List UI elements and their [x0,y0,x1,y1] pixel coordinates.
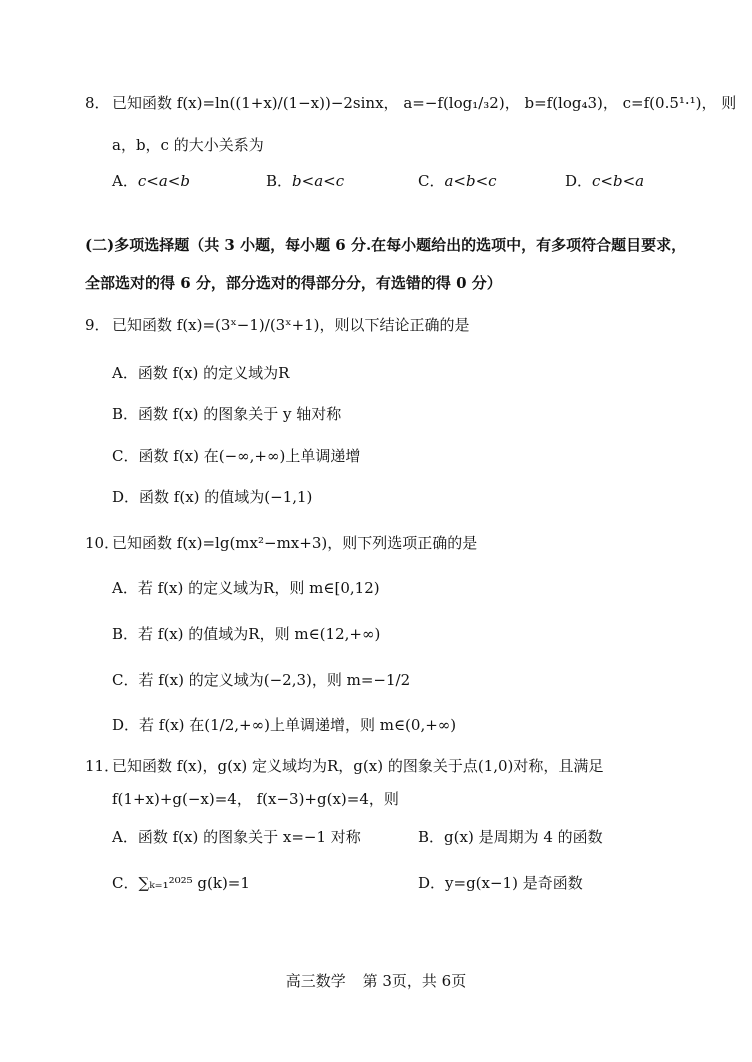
q8-option-d[interactable] [565,170,644,192]
option-label: B． [418,828,445,846]
option-text: 若 f(x) 的定义域为(−2,3)，则 m=−1/2 [138,671,411,689]
option-label: D． [112,716,140,734]
q11-option-a[interactable] [112,826,361,848]
option-label: A． [112,828,138,846]
footer-subject: 高三数学 [285,972,346,990]
q8-number: 8． [85,94,110,112]
option-label: D． [418,874,446,892]
option-text: 函数 f(x) 的图象关于 y 轴对称 [138,405,342,423]
q8-stem: 已知函数 f(x)=ln((1+x)/(1−x))−2sinx， a=−f(log₁/₃2)， b=f(log₄3)， c=f(0.5¹·¹)， 则 [112,94,737,112]
q10-stem: 已知函数 f(x)=lg(mx²−mx+3)，则下列选项正确的是 [112,534,478,552]
q11-option-c[interactable] [112,872,250,894]
option-text: 若 f(x) 的值域为R，则 m∈(12,+∞) [138,625,381,643]
q11-number: 11． [85,757,120,775]
section-heading-line1: (二)多项选择题（共 3 小题，每小题 6 分.在每小题给出的选项中，有多项符合题目要求， [85,236,687,254]
option-label: A． [112,579,138,597]
q11-stem: 已知函数 f(x)，g(x) 定义域均为R，g(x) 的图象关于点(1,0)对称，且满足 [112,757,604,775]
q10-option-b[interactable] [112,623,380,645]
q10-number: 10． [85,534,120,552]
q10-option-a[interactable] [112,577,380,599]
option-text: c<a<b [137,172,190,190]
option-text: 函数 f(x) 的图象关于 x=−1 对称 [137,828,361,846]
option-label: C． [418,172,445,190]
q9-option-d[interactable] [112,486,312,508]
option-text: a<b<c [444,172,497,190]
option-label: B． [112,405,139,423]
option-text: 若 f(x) 在(1/2,+∞)上单调递增，则 m∈(0,+∞) [139,716,457,734]
q8-stem-line2: a，b，c 的大小关系为 [112,136,264,154]
q11-option-b[interactable] [418,826,603,848]
q9-option-c[interactable] [112,445,360,467]
q9-option-b[interactable] [112,403,341,425]
q9-option-a[interactable] [112,362,289,384]
option-label: A． [112,172,138,190]
option-text: ∑ₖ₌₁²⁰²⁵ g(k)=1 [138,874,250,892]
q10-option-d[interactable] [112,714,456,736]
q8-option-a[interactable] [112,170,190,192]
q11-option-d[interactable] [418,872,583,894]
option-text: 函数 f(x) 的定义域为R [137,364,290,382]
option-text: 函数 f(x) 在(−∞,+∞)上单调递增 [138,447,361,465]
q8-option-c[interactable] [418,170,497,192]
q9-stem: 已知函数 f(x)=(3ˣ−1)/(3ˣ+1)，则以下结论正确的是 [112,316,470,334]
section-heading-line2: 全部选对的得 6 分，部分选对的得部分分，有选错的得 0 分） [85,274,502,292]
q8-option-b[interactable] [266,170,344,192]
option-label: C． [112,874,139,892]
q11-stem-line2: f(1+x)+g(−x)=4， f(x−3)+g(x)=4，则 [112,790,399,808]
option-label: B． [266,172,293,190]
footer-page-number: 第 3页，共 6页 [362,972,467,990]
option-text: 函数 f(x) 的值域为(−1,1) [139,488,313,506]
option-text: y=g(x−1) 是奇函数 [445,874,583,892]
option-label: A． [112,364,138,382]
option-text: 若 f(x) 的定义域为R，则 m∈[0,12) [137,579,380,597]
option-text: c<b<a [592,172,645,190]
q9-number: 9． [85,316,110,334]
q10-option-c[interactable] [112,669,410,691]
option-label: C． [112,671,139,689]
option-label: B． [112,625,139,643]
option-label: D． [565,172,593,190]
option-label: C． [112,447,139,465]
option-text: g(x) 是周期为 4 的函数 [444,828,603,846]
page-footer [0,970,752,991]
option-label: D． [112,488,140,506]
option-text: b<a<c [292,172,345,190]
